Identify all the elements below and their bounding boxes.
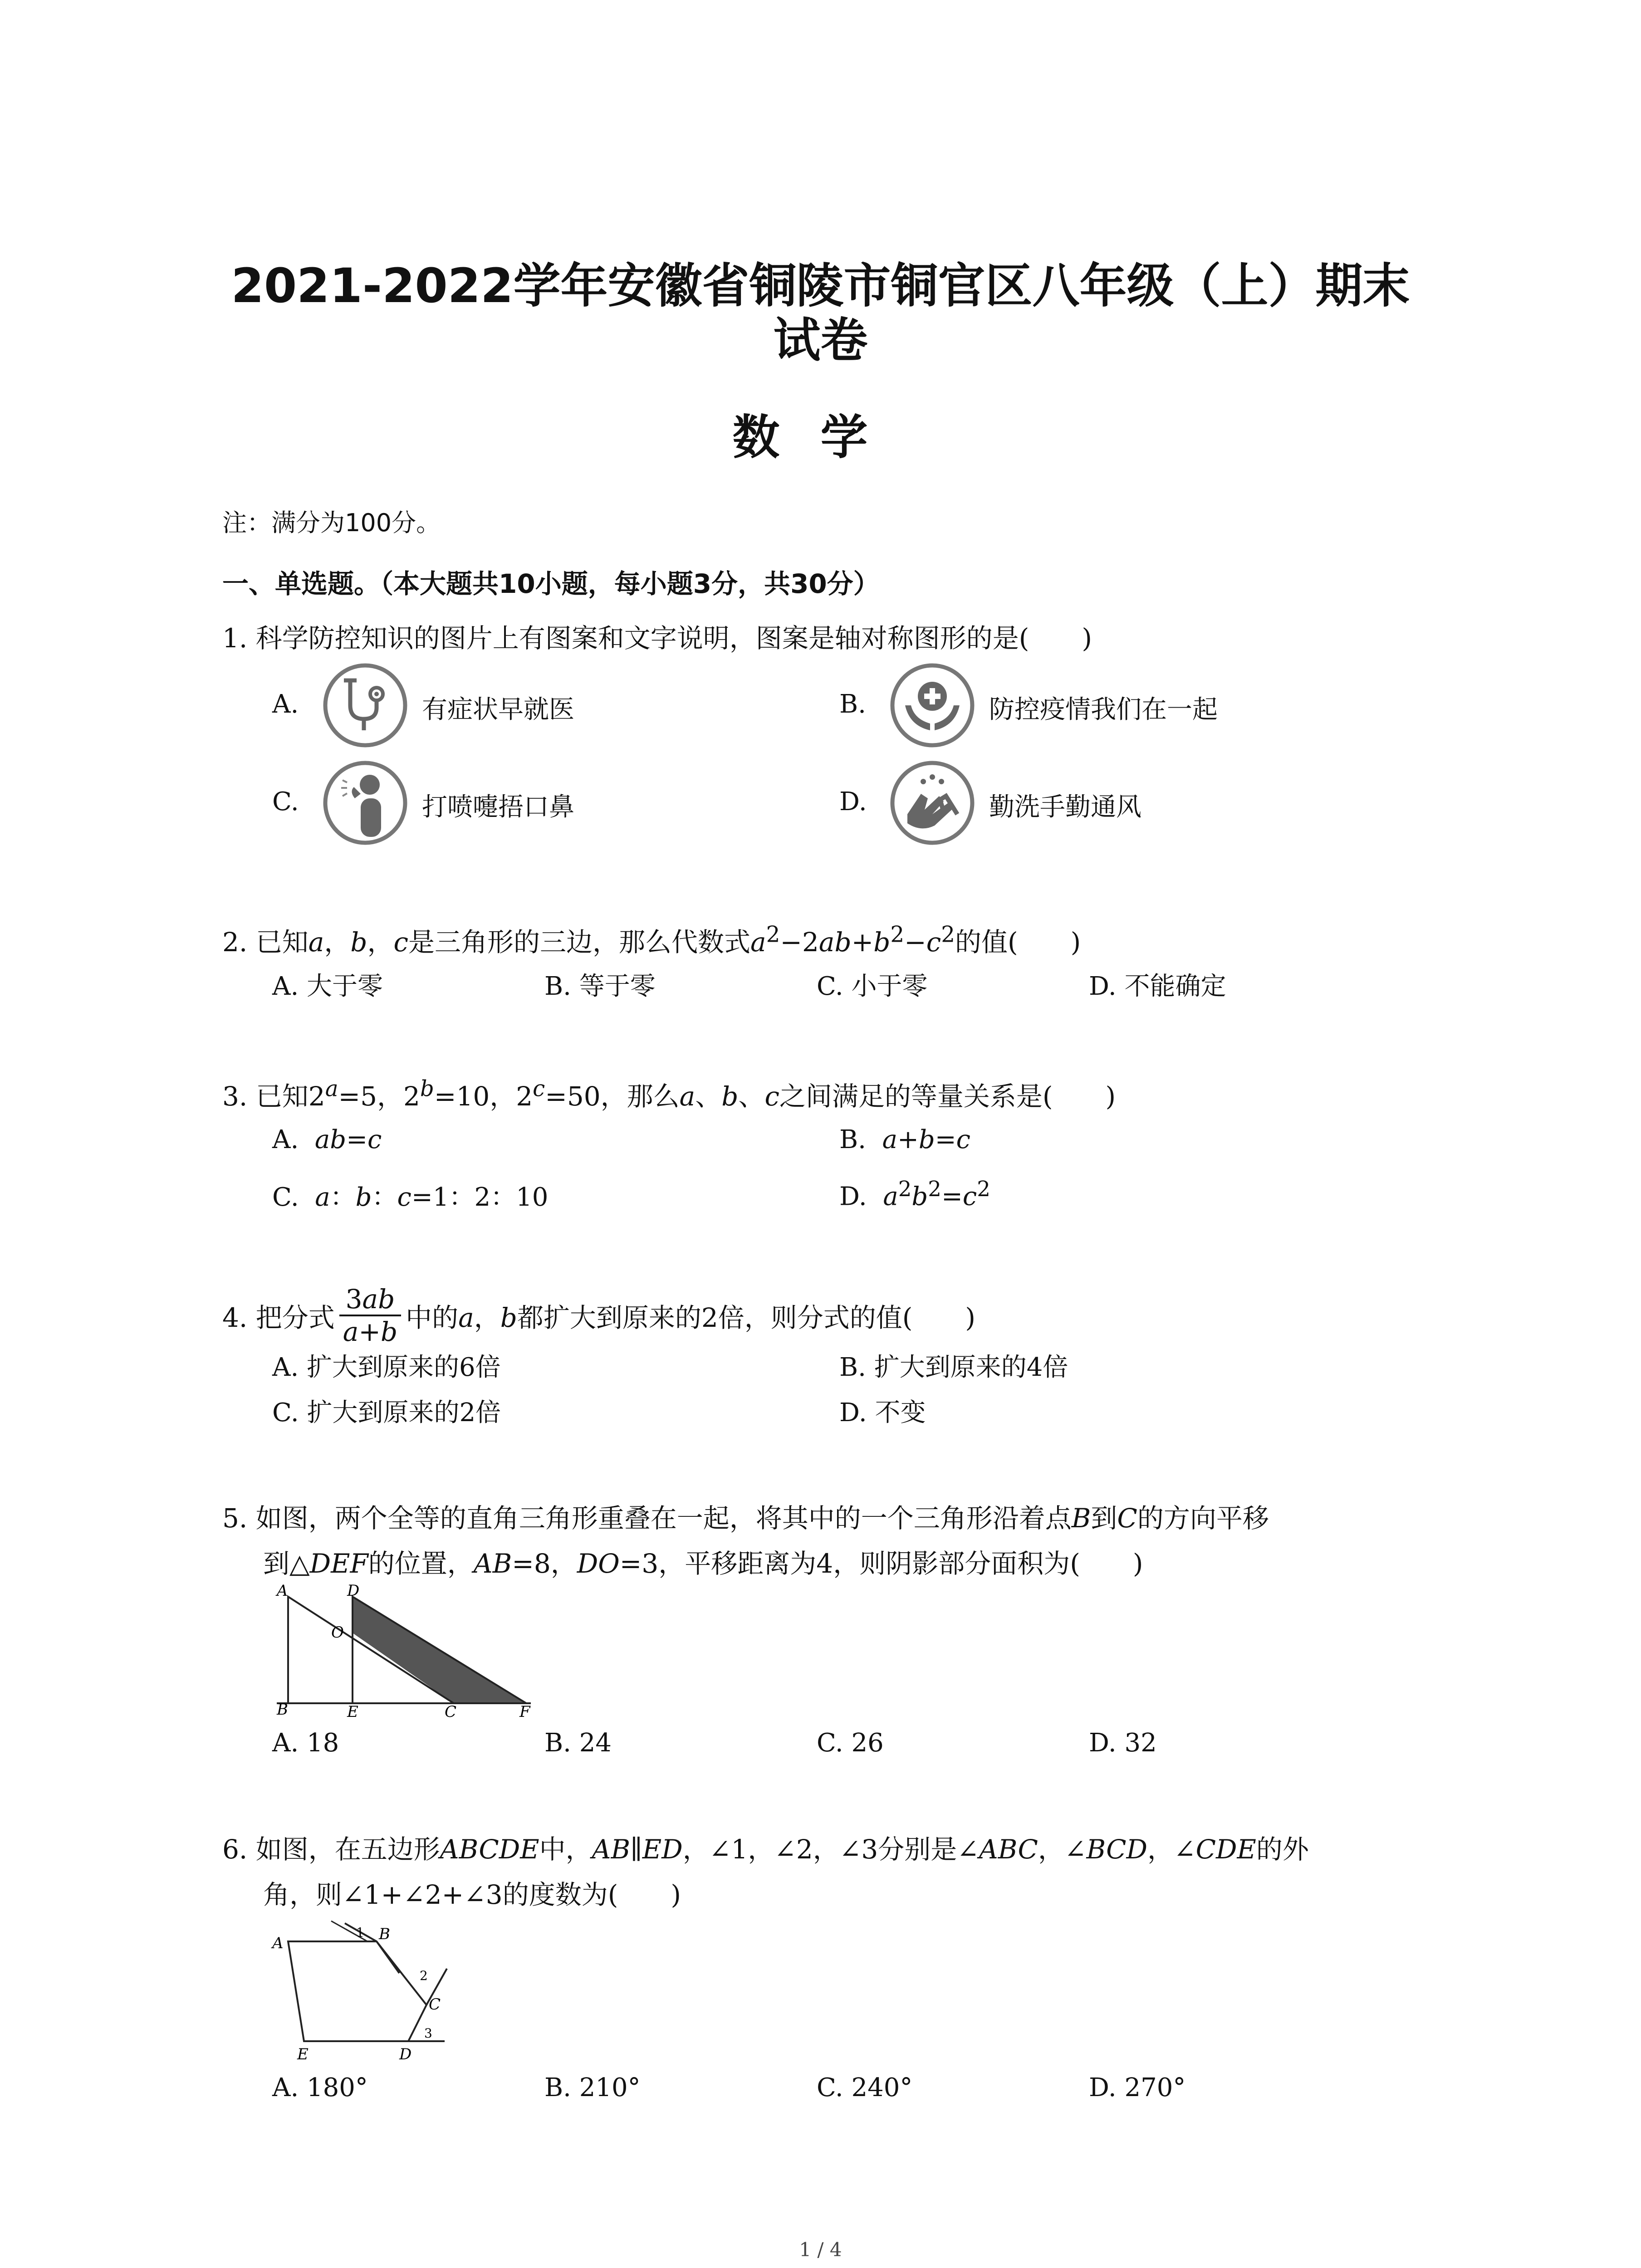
q5-line2-post: ，平移距离为4，则阴影部分面积为( ) [658,1548,1143,1579]
exam-title-line1: 2021-2022学年安徽省铜陵市铜官区八年级（上）期末 [231,258,1410,313]
question-1-stem: 1. 科学防控知识的图片上有图案和文字说明，图案是轴对称图形的是( ) [222,623,1092,654]
q5-fig-label-o: O [331,1623,344,1642]
q5-fig-label-e: E [347,1703,358,1719]
hand-washing-icon [889,760,975,846]
score-note: 注：满分为100分。 [222,508,441,537]
fraction-3ab-over-a-plus-b: $\frac{3ab}{a+b}$ [339,1284,401,1347]
q2-stem-mid: 是三角形的三边，那么代数式 [408,927,751,958]
q1-option-b-letter: B. [839,689,866,719]
q3-option-c: C. a：b：c=1：2：10 [272,1183,549,1212]
page-indicator: 1 / 4 [799,2239,842,2261]
q6-line1-pre: 6. 如图，在五边形 [222,1834,440,1865]
q1-option-c-caption: 打喷嚏捂口鼻 [422,792,574,822]
question-5-line1: 5. 如图，两个全等的直角三角形重叠在一起，将其中的一个三角形沿着点B到C的方向平移 [222,1503,1269,1534]
q2-option-c: C. 小于零 [817,972,928,1001]
q5-line2-pre: 到△ [263,1548,310,1579]
q3-option-b-letter: B. [839,1125,866,1154]
question-6-line1: 6. 如图，在五边形ABCDE中，AB∥ED，∠1，∠2，∠3分别是∠ABC，∠BCD，∠CDE的外 [222,1834,1309,1865]
q5-line1-post: 的方向平移 [1137,1503,1269,1534]
q1-option-b-caption: 防控疫情我们在一起 [989,695,1218,724]
question-2-stem: 2. 已知a，b，c是三角形的三边，那么代数式$a^2-2ab+b^2-c^2$的值( ) [222,922,1081,958]
q3-option-c-letter: C. [272,1183,299,1212]
question-3-stem: 3. 已知$2^a=5$，$2^b=10$，$2^c=50$，那么a、b、c之间满足的等量关系是( ) [222,1076,1116,1112]
q4-stem-pre: 4. 把分式 [222,1302,335,1334]
q6-fig-label-b: B [379,1925,390,1943]
question-6-line2: 角，则∠1+∠2+∠3的度数为( ) [263,1879,681,1910]
q3-option-d: D. $a^2b^2=c^2$ [839,1177,990,1212]
q2-option-d: D. 不能确定 [1089,972,1226,1001]
q6-fig-label-e: E [297,2045,309,2063]
q5-fig-label-a: A [277,1583,288,1600]
q6-option-d: D. 270° [1089,2073,1186,2102]
q5-line2-mid: 的位置， [368,1548,474,1579]
q5-option-b: B. 24 [544,1728,612,1758]
q6-fig-label-c: C [429,1995,441,2014]
question-5-line2: 到△DEF的位置，AB=8，DO=3，平移距离为4，则阴影部分面积为( ) [263,1548,1143,1579]
q6-line1-end: 的外 [1256,1834,1309,1865]
q6-line1-mid: 中， [539,1834,592,1865]
q1-option-a-caption: 有症状早就医 [422,695,574,724]
q5-option-d: D. 32 [1089,1728,1157,1758]
q3-option-a-letter: A. [272,1125,299,1154]
q6-option-b: B. 210° [544,2073,641,2102]
q3-option-a: A. ab=c [272,1125,382,1154]
q4-option-b: B. 扩大到原来的4倍 [839,1353,1068,1382]
medical-cross-hands-icon [889,662,975,748]
q2-option-a: A. 大于零 [272,972,383,1001]
person-sneeze-icon [322,760,408,846]
q6-fig-angle-2: 2 [420,1968,428,1983]
q6-line1-post: 分别是 [878,1834,957,1865]
q4-option-a: A. 扩大到原来的6倍 [272,1353,501,1382]
q5-fig-label-f: F [519,1703,530,1719]
q6-figure-pentagon [263,1919,499,2066]
question-4-stem: 4. 把分式 $\frac{3ab}{a+b}$ 中的a，b都扩大到原来的2倍，则分式的值( ) [222,1284,976,1347]
q6-fig-angle-1: 1 [356,1925,364,1940]
q6-fig-angle-3: 3 [424,2026,432,2041]
q4-option-c: C. 扩大到原来的2倍 [272,1398,501,1427]
q4-option-d: D. 不变 [839,1398,926,1427]
section-heading: 一、单选题。（本大题共10小题，每小题3分，共30分） [222,568,880,599]
q4-stem-post: 都扩大到原来的2倍，则分式的值( ) [517,1302,976,1334]
q6-fig-label-a: A [272,1934,284,1952]
q3-stem-mid: ，那么 [600,1081,680,1112]
q1-option-c-letter: C. [272,787,299,816]
q5-fig-label-d: D [347,1583,360,1600]
q3-option-b: B. a+b=c [839,1125,971,1154]
q5-figure-translated-triangles [263,1583,544,1721]
q5-fig-label-b: B [277,1701,288,1719]
q1-option-a-letter: A. [272,689,299,719]
q2-option-b: B. 等于零 [544,972,656,1001]
q5-option-a: A. 18 [272,1728,339,1758]
q6-fig-label-d: D [399,2045,412,2063]
q1-option-d-caption: 勤洗手勤通风 [989,792,1141,822]
q5-fig-label-c: C [445,1703,457,1719]
q3-stem-pre: 3. 已知 [222,1081,309,1112]
q5-option-c: C. 26 [817,1728,884,1758]
stethoscope-icon [322,662,408,748]
q2-stem-post: 的值( ) [955,927,1081,958]
q6-option-c: C. 240° [817,2073,913,2102]
q2-stem-pre: 2. 已知 [222,927,309,958]
q3-stem-post: 之间满足的等量关系是( ) [779,1081,1116,1112]
subject-heading: 数学 [732,410,909,465]
exam-title-line2: 试卷 [773,313,868,368]
q3-option-d-letter: D. [839,1182,867,1212]
q5-line1-pre: 5. 如图，两个全等的直角三角形重叠在一起，将其中的一个三角形沿着点 [222,1503,1072,1534]
q6-option-a: A. 180° [272,2073,368,2102]
q1-option-d-letter: D. [839,787,867,816]
